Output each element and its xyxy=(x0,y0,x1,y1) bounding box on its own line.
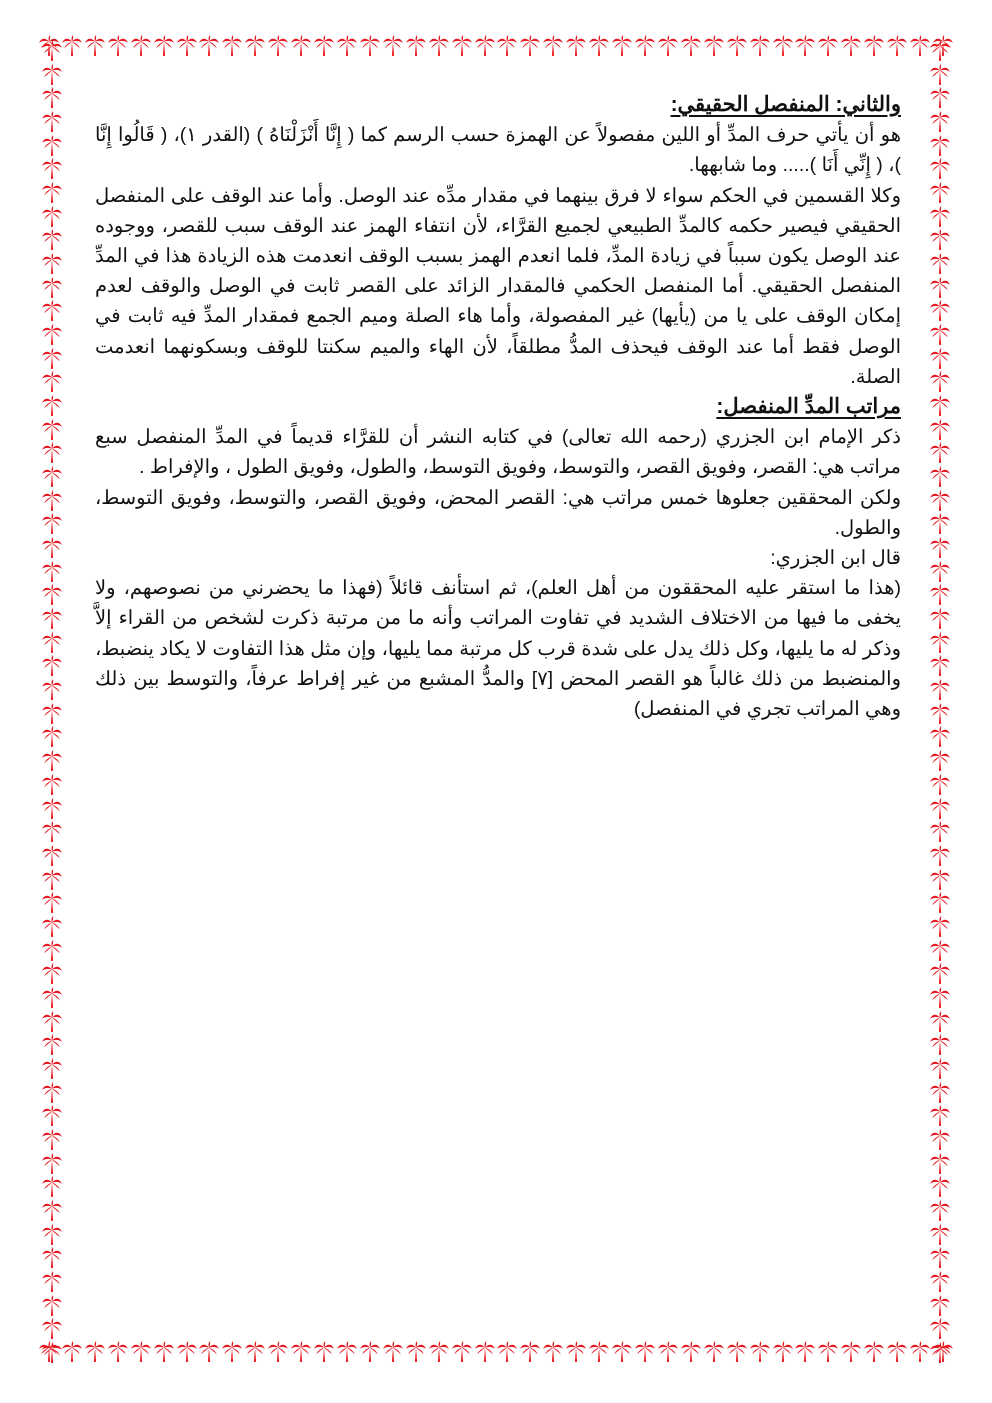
palm-tree-icon xyxy=(41,300,63,322)
palm-tree-icon xyxy=(41,1200,63,1222)
palm-tree-icon xyxy=(929,135,951,157)
palm-tree-icon xyxy=(929,64,951,86)
palm-tree-icon xyxy=(198,1341,220,1363)
palm-tree-icon xyxy=(405,35,427,57)
palm-tree-icon xyxy=(772,1341,794,1363)
palm-tree-icon xyxy=(929,608,951,630)
palm-tree-icon xyxy=(929,750,951,772)
palm-tree-icon xyxy=(703,35,725,57)
palm-tree-icon xyxy=(41,726,63,748)
palm-tree-icon xyxy=(41,1224,63,1246)
paragraph: ذكر الإمام ابن الجزري (رحمه الله تعالى) في كتابه النشر أن للقرَّاء قديماً في المدِّ المنفصل سبع مراتب هي: القصر، وفويق القصر، والتوسط، وفويق التوسط، والطول، وفويق الطول ، والإفراط . xyxy=(95,426,901,479)
palm-tree-icon xyxy=(107,1341,129,1363)
palm-tree-icon xyxy=(929,395,951,417)
palm-tree-icon xyxy=(863,35,885,57)
palm-tree-icon xyxy=(929,348,951,370)
palm-tree-icon xyxy=(929,1271,951,1293)
palm-tree-icon xyxy=(41,963,63,985)
palm-tree-icon xyxy=(929,940,951,962)
palm-tree-icon xyxy=(198,35,220,57)
palm-tree-icon xyxy=(84,1341,106,1363)
palm-tree-icon xyxy=(929,1105,951,1127)
page-content xyxy=(95,90,901,724)
palm-tree-icon xyxy=(611,1341,633,1363)
palm-tree-icon xyxy=(41,442,63,464)
palm-tree-icon xyxy=(749,35,771,57)
palm-tree-icon xyxy=(451,1341,473,1363)
palm-tree-icon xyxy=(41,1082,63,1104)
paragraph: وكلا القسمين في الحكم سواء لا فرق بينهما في مقدار مدِّه عند الوصل. وأما عند الوقف على المنفصل الحقيقي فيصير حكمه كالمدِّ الطبيعي لجميع القرَّاء، لأن انتفاء الهمز عند الوقف سبب للقصر، ووجوده عند الوصل يكون سبباً في زيادة المدِّ، فلما انعدم الهمز بسبب الوقف انعدمت هذه الزيادة هذا في المدِّ المنفصل الحقيقي. أما المنفصل الحكمي فالمقدار الزائد على القصر ثابت في الوصل والوقف لعدم إمكان الوقف على يا من (يأيها) غير المفصولة، وأما هاء الصلة وميم الجمع فمقدار المدِّ فيه ثابت في الوصل فقط أما عند الوقف فيحذف المدُّ مطلقاً، لأن الهاء والميم سكنتا للوقف وبسكونهما انعدمت الصلة. xyxy=(95,184,901,388)
palm-tree-icon xyxy=(929,182,951,204)
palm-tree-icon xyxy=(41,987,63,1009)
palm-tree-icon xyxy=(41,632,63,654)
palm-tree-icon xyxy=(41,419,63,441)
palm-tree-icon xyxy=(496,1341,518,1363)
palm-tree-icon xyxy=(84,35,106,57)
palm-tree-icon xyxy=(428,1341,450,1363)
palm-tree-icon xyxy=(176,35,198,57)
palm-tree-icon xyxy=(41,1271,63,1293)
palm-tree-icon xyxy=(929,513,951,535)
palm-tree-icon xyxy=(41,513,63,535)
palm-tree-icon xyxy=(929,963,951,985)
palm-tree-icon xyxy=(542,35,564,57)
palm-tree-icon xyxy=(41,750,63,772)
palm-tree-icon xyxy=(929,277,951,299)
palm-tree-icon xyxy=(41,703,63,725)
palm-tree-icon xyxy=(221,35,243,57)
palm-tree-icon xyxy=(451,35,473,57)
palm-tree-icon xyxy=(929,655,951,677)
palm-tree-icon xyxy=(929,916,951,938)
palm-tree-icon xyxy=(41,821,63,843)
palm-tree-icon xyxy=(41,774,63,796)
palm-tree-icon xyxy=(749,1341,771,1363)
palm-tree-icon xyxy=(929,206,951,228)
palm-tree-icon xyxy=(405,1341,427,1363)
palm-tree-icon xyxy=(41,1129,63,1151)
palm-tree-icon xyxy=(929,1082,951,1104)
palm-tree-icon xyxy=(840,35,862,57)
palm-tree-icon xyxy=(611,35,633,57)
palm-tree-icon xyxy=(244,1341,266,1363)
palm-tree-icon xyxy=(41,1034,63,1056)
palm-tree-icon xyxy=(41,158,63,180)
palm-tree-icon xyxy=(267,1341,289,1363)
palm-tree-icon xyxy=(929,845,951,867)
palm-tree-icon xyxy=(41,655,63,677)
border-left xyxy=(38,40,66,1364)
border-right xyxy=(926,40,954,1364)
palm-tree-icon xyxy=(41,798,63,820)
palm-tree-icon xyxy=(817,35,839,57)
palm-tree-icon xyxy=(382,1341,404,1363)
palm-tree-icon xyxy=(153,35,175,57)
palm-tree-icon xyxy=(41,1176,63,1198)
palm-tree-icon xyxy=(929,726,951,748)
palm-tree-icon xyxy=(929,371,951,393)
palm-tree-icon xyxy=(794,35,816,57)
paragraph: (هذا ما استقر عليه المحققون من أهل العلم)، ثم استأنف قائلاً (فهذا ما يحضرني من نصوصهم، ولا يخفى ما فيها من الاختلاف الشديد في تفاوت المراتب وأنه ما من مرتبة ذكرت لشخص من القراء إلاَّ وذكر له ما يليها، وكل ذلك يدل على شدة قرب كل مرتبة مما يليها، وإن مثل هذا التفاوت لا يكاد ينضبط، والمنضبط من ذلك غالباً هو القصر المحض [٧] والمدُّ المشبع من غير إفراط عرفاً، والتوسط بين ذلك وهي المراتب تجري في المنفصل) xyxy=(95,577,901,721)
palm-tree-icon xyxy=(41,561,63,583)
palm-tree-icon xyxy=(41,1295,63,1317)
palm-tree-icon xyxy=(41,845,63,867)
palm-tree-icon xyxy=(41,324,63,346)
palm-tree-icon xyxy=(929,798,951,820)
palm-tree-icon xyxy=(41,348,63,370)
palm-tree-icon xyxy=(929,584,951,606)
palm-tree-icon xyxy=(929,300,951,322)
palm-tree-icon xyxy=(929,679,951,701)
palm-tree-icon xyxy=(863,1341,885,1363)
palm-tree-icon xyxy=(929,1129,951,1151)
section-heading-madd-levels: مراتب المدِّ المنفصل: xyxy=(716,395,901,419)
palm-tree-icon xyxy=(929,229,951,251)
palm-tree-icon xyxy=(929,466,951,488)
palm-tree-icon xyxy=(929,1342,951,1364)
palm-tree-icon xyxy=(929,442,951,464)
palm-tree-icon xyxy=(680,35,702,57)
palm-tree-icon xyxy=(313,35,335,57)
border-top xyxy=(38,32,954,60)
palm-tree-icon xyxy=(929,158,951,180)
palm-tree-icon xyxy=(929,1011,951,1033)
palm-tree-icon xyxy=(929,1153,951,1175)
palm-tree-icon xyxy=(817,1341,839,1363)
paragraph: هو أن يأتي حرف المدِّ أو اللين مفصولاً عن الهمزة حسب الرسم كما ( إِنَّا أَنْزَلْنَاهُ ) (القدر ١)، ( قَالُوا إِنَّا )، ( إِنِّي أَنَا )..... وما شابهها. xyxy=(95,124,901,177)
palm-tree-icon xyxy=(634,1341,656,1363)
palm-tree-icon xyxy=(41,1105,63,1127)
palm-tree-icon xyxy=(336,35,358,57)
palm-tree-icon xyxy=(634,35,656,57)
palm-tree-icon xyxy=(929,40,951,62)
palm-tree-icon xyxy=(519,35,541,57)
palm-tree-icon xyxy=(41,182,63,204)
palm-tree-icon xyxy=(41,537,63,559)
palm-tree-icon xyxy=(772,35,794,57)
palm-tree-icon xyxy=(41,916,63,938)
palm-tree-icon xyxy=(496,35,518,57)
palm-tree-icon xyxy=(41,277,63,299)
palm-tree-icon xyxy=(41,1058,63,1080)
palm-tree-icon xyxy=(474,1341,496,1363)
palm-tree-icon xyxy=(519,1341,541,1363)
palm-tree-icon xyxy=(929,869,951,891)
palm-tree-icon xyxy=(929,821,951,843)
palm-tree-icon xyxy=(657,35,679,57)
palm-tree-icon xyxy=(929,892,951,914)
palm-tree-icon xyxy=(41,940,63,962)
palm-tree-icon xyxy=(41,490,63,512)
palm-tree-icon xyxy=(680,1341,702,1363)
palm-tree-icon xyxy=(290,35,312,57)
palm-tree-icon xyxy=(929,490,951,512)
palm-tree-icon xyxy=(41,1153,63,1175)
palm-tree-icon xyxy=(703,1341,725,1363)
palm-tree-icon xyxy=(41,395,63,417)
palm-tree-icon xyxy=(382,35,404,57)
palm-tree-icon xyxy=(41,1342,63,1364)
palm-tree-icon xyxy=(130,1341,152,1363)
palm-tree-icon xyxy=(176,1341,198,1363)
palm-tree-icon xyxy=(565,1341,587,1363)
palm-tree-icon xyxy=(542,1341,564,1363)
palm-tree-icon xyxy=(244,35,266,57)
palm-tree-icon xyxy=(290,1341,312,1363)
palm-tree-icon xyxy=(41,869,63,891)
palm-tree-icon xyxy=(41,679,63,701)
palm-tree-icon xyxy=(41,608,63,630)
palm-tree-icon xyxy=(41,229,63,251)
palm-tree-icon xyxy=(886,1341,908,1363)
palm-tree-icon xyxy=(929,419,951,441)
palm-tree-icon xyxy=(726,1341,748,1363)
palm-tree-icon xyxy=(41,892,63,914)
palm-tree-icon xyxy=(41,40,63,62)
palm-tree-icon xyxy=(267,35,289,57)
palm-tree-icon xyxy=(929,1247,951,1269)
palm-tree-icon xyxy=(107,35,129,57)
palm-tree-icon xyxy=(886,35,908,57)
palm-tree-icon xyxy=(929,111,951,133)
palm-tree-icon xyxy=(929,1295,951,1317)
palm-tree-icon xyxy=(41,584,63,606)
palm-tree-icon xyxy=(657,1341,679,1363)
palm-tree-icon xyxy=(929,1318,951,1340)
palm-tree-icon xyxy=(41,371,63,393)
palm-tree-icon xyxy=(41,466,63,488)
palm-tree-icon xyxy=(929,561,951,583)
section-heading-detached-real: والثاني: المنفصل الحقيقي: xyxy=(670,93,901,116)
palm-tree-icon xyxy=(929,1200,951,1222)
border-bottom xyxy=(38,1338,954,1366)
palm-tree-icon xyxy=(359,35,381,57)
palm-tree-icon xyxy=(929,1224,951,1246)
palm-tree-icon xyxy=(221,1341,243,1363)
palm-tree-icon xyxy=(428,35,450,57)
palm-tree-icon xyxy=(313,1341,335,1363)
palm-tree-icon xyxy=(929,703,951,725)
palm-tree-icon xyxy=(929,774,951,796)
palm-tree-icon xyxy=(929,987,951,1009)
palm-tree-icon xyxy=(130,35,152,57)
palm-tree-icon xyxy=(929,1034,951,1056)
paragraph: ولكن المحققين جعلوها خمس مراتب هي: القصر المحض، وفويق القصر، والتوسط، وفويق التوسط، والطول. xyxy=(95,486,901,539)
palm-tree-icon xyxy=(929,537,951,559)
palm-tree-icon xyxy=(929,324,951,346)
palm-tree-icon xyxy=(359,1341,381,1363)
palm-tree-icon xyxy=(41,1247,63,1269)
palm-tree-icon xyxy=(929,1058,951,1080)
paragraph: قال ابن الجزري: xyxy=(770,547,901,570)
palm-tree-icon xyxy=(41,206,63,228)
palm-tree-icon xyxy=(565,35,587,57)
palm-tree-icon xyxy=(41,87,63,109)
palm-tree-icon xyxy=(726,35,748,57)
palm-tree-icon xyxy=(840,1341,862,1363)
palm-tree-icon xyxy=(929,87,951,109)
palm-tree-icon xyxy=(41,1318,63,1340)
palm-tree-icon xyxy=(474,35,496,57)
palm-tree-icon xyxy=(41,64,63,86)
palm-tree-icon xyxy=(41,253,63,275)
palm-tree-icon xyxy=(929,1176,951,1198)
palm-tree-icon xyxy=(588,35,610,57)
palm-tree-icon xyxy=(929,253,951,275)
palm-tree-icon xyxy=(588,1341,610,1363)
palm-tree-icon xyxy=(41,111,63,133)
palm-tree-icon xyxy=(41,135,63,157)
palm-tree-icon xyxy=(336,1341,358,1363)
palm-tree-icon xyxy=(153,1341,175,1363)
palm-tree-icon xyxy=(794,1341,816,1363)
palm-tree-icon xyxy=(41,1011,63,1033)
palm-tree-icon xyxy=(929,632,951,654)
